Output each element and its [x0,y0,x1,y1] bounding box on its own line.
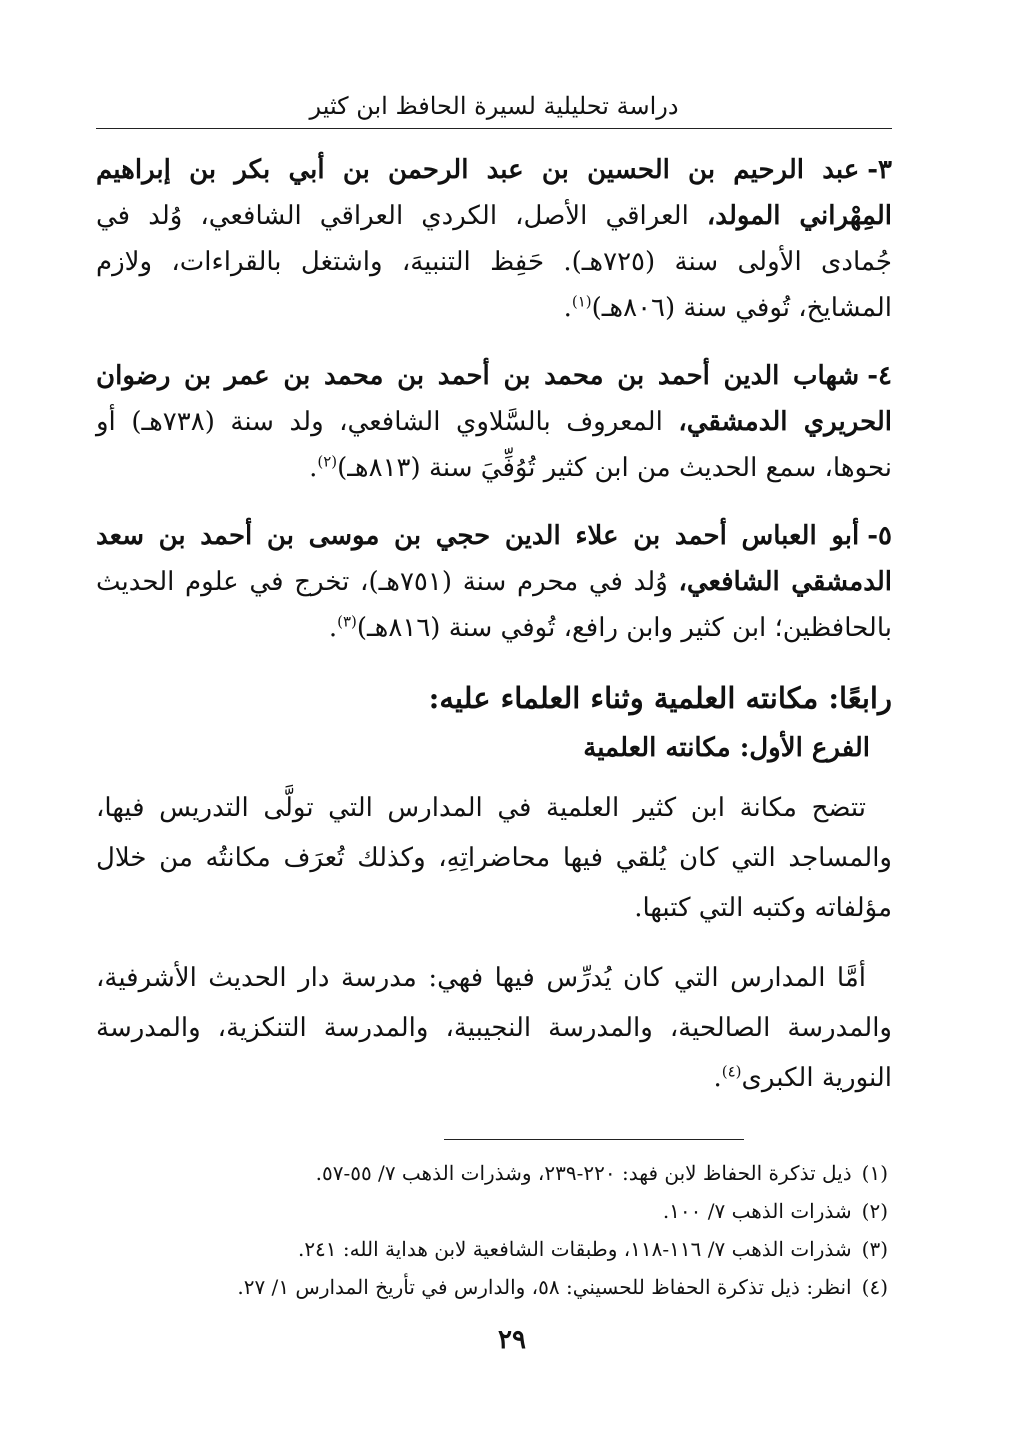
footnote-1 [96,1154,888,1192]
entry-4 [96,353,892,491]
entry-number: ٥- [867,521,892,551]
entry-text: العراقي الأصل، الكردي العراقي الشافعي، وُلد في جُمادى الأولى سنة (٧٢٥هـ). حَفِظ التنبيهَ، واشتغل بالقراءات، ولازم المشايخ، تُوفي سنة (٨٠٦هـ) [96,201,892,323]
page [96,92,892,1410]
entry-name: عبد الرحيم بن الحسين بن عبد الرحمن بن أبي بكر بن إبراهيم المِهْراني المولد، [96,155,892,231]
entry-name: أبو العباس أحمد بن علاء الدين حجي بن موسى بن أحمد بن سعد الدمشقي الشافعي، [96,521,892,597]
entry-number: ٣- [867,155,892,185]
footnote-divider-wrap [96,1123,892,1154]
footnotes [96,1154,892,1306]
footnote-text: ذيل تذكرة الحفاظ لابن فهد: ٢٢٠-٢٣٩، وشذرات الذهب ٧/ ٥٥-٥٧. [315,1161,852,1185]
footnote-ref[interactable]: (٤) [721,1062,742,1081]
paragraph-2 [96,953,892,1103]
footnote-text: شذرات الذهب ٧/ ١٠٠. [662,1199,852,1223]
entry-end: . [563,293,572,323]
footnote-2 [96,1192,888,1230]
footnote-ref[interactable]: (٣) [337,612,357,631]
footnote-mark: (١) [861,1161,888,1185]
page-number: ٢٩ [498,1325,526,1355]
entry-3 [96,147,892,331]
entry-end: . [328,613,338,643]
footnote-divider [444,1139,744,1140]
paragraph-2-text: أمَّا المدارس التي كان يُدرِّس فيها فهي: مدرسة دار الحديث الأشرفية، والمدرسة الصالحية، والمدرسة النجيبية، والمدرسة التنكزية، والمدرسة النورية الكبرى [96,963,892,1093]
entry-end: . [309,453,318,483]
footnote-text: شذرات الذهب ٧/ ١١٦-١١٨، وطبقات الشافعية لابن هداية الله: ٢٤١. [297,1237,852,1261]
footnote-mark: (٣) [861,1237,888,1261]
entry-5 [96,513,892,651]
entry-text: وُلد في محرم سنة (٧٥١هـ)، تخرج في علوم الحديث بالحافظين؛ ابن كثير وابن رافع، تُوفي سنة (٨١٦هـ) [96,567,892,643]
entry-name: شهاب الدين أحمد بن محمد بن أحمد بن محمد بن عمر بن رضوان الحريري الدمشقي، [96,361,893,437]
paragraph-2-end: . [713,1063,722,1093]
footnote-mark: (٢) [861,1199,888,1223]
section-heading: رابعًا: مكانته العلمية وثناء العلماء عليه: [428,681,892,715]
entry-text: المعروف بالسَّلاوي الشافعي، ولد سنة (٧٣٨هـ) أو نحوها، سمع الحديث من ابن كثير تُوُفِّيَ سنة (٨١٣هـ) [96,407,892,483]
footnote-text: انظر: ذيل تذكرة الحفاظ للحسيني: ٥٨، والدارس في تأريخ المدارس ١/ ٢٧. [237,1275,852,1299]
footnote-4 [96,1268,888,1306]
footnote-ref[interactable]: (١) [571,292,592,311]
footnote-3 [96,1230,888,1268]
entry-number: ٤- [867,361,892,391]
footnote-ref[interactable]: (٢) [317,452,338,471]
paragraph-1: تتضح مكانة ابن كثير العلمية في المدارس التي تولَّى التدريس فيها، والمساجد التي كان يُلقي فيها محاضراتِهِ، وكذلك تُعرَف مكانتُه من خلال مؤلفاته وكتبه التي كتبها. [96,793,892,923]
sub-heading: الفرع الأول: مكانته العلمية [583,733,870,763]
footnote-mark: (٤) [861,1275,888,1299]
running-head: دراسة تحليلية لسيرة الحافظ ابن كثير [96,92,892,129]
